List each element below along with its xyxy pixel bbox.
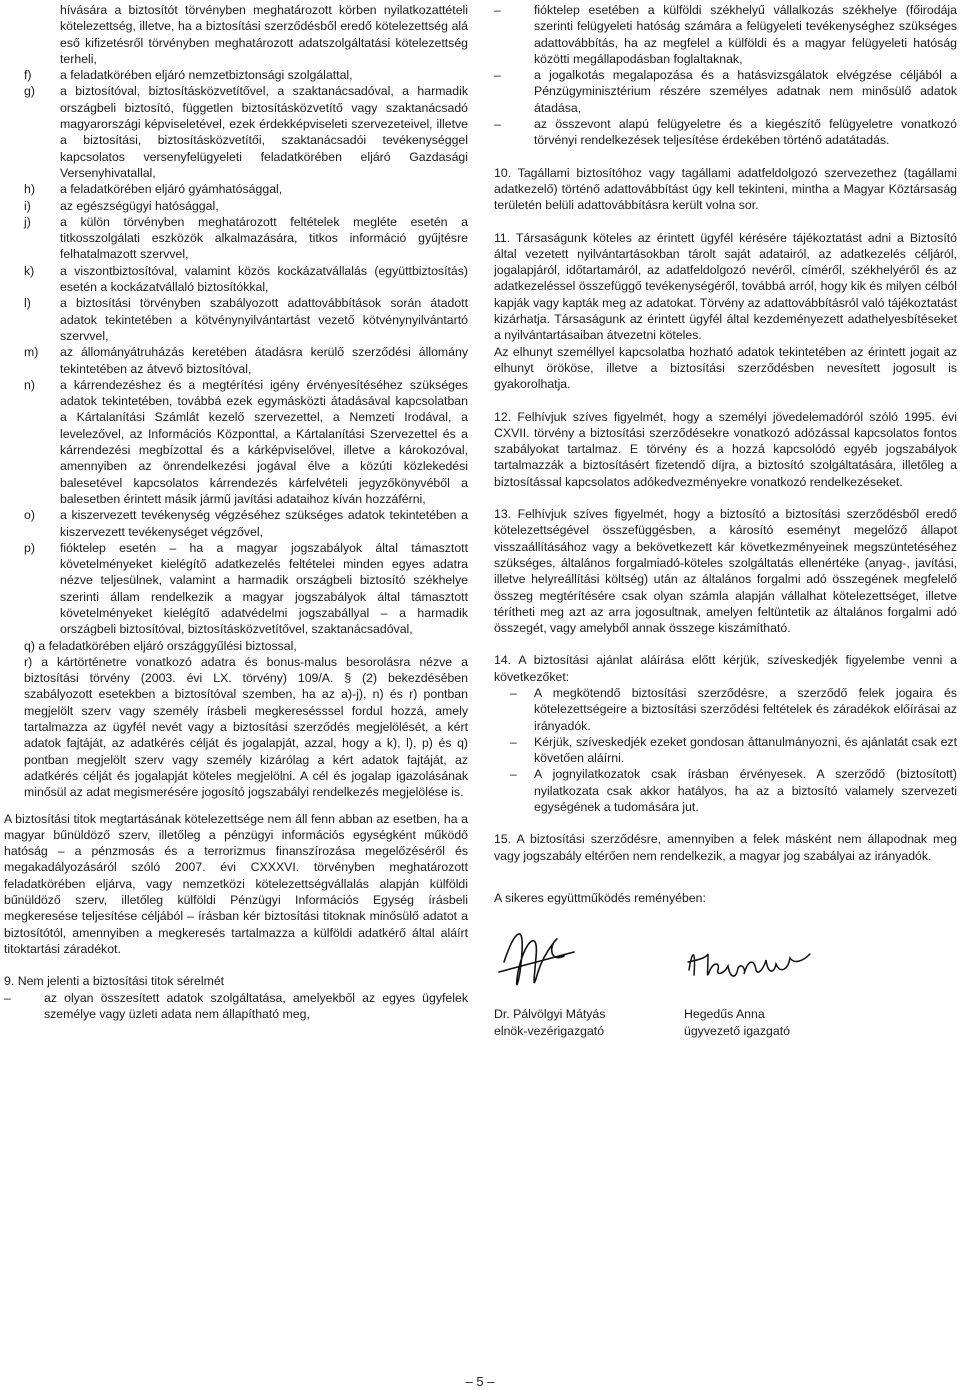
dash-text: A megkötendő biztosítási szerződésre, a szerződő felek jogaira és kötelezettségeire a biztosítási szerződési feltételek és záradékok előírásai az irányadók. — [534, 685, 957, 733]
right-column — [494, 2, 957, 1052]
section-number: 10. — [494, 165, 512, 180]
section-text: A biztosítási ajánlat aláírása előtt kérjük, szíveskedjék figyelembe venni a következőket: — [494, 653, 957, 684]
list-item-k — [24, 263, 468, 296]
item-marker: m) — [24, 345, 39, 360]
item-text: a külön törvényben meghatározott feltételek megléte esetén a titkosszolgálati eszközök alkalmazására, titkos információ gyűjtésre felhatalmazott szervvel, — [60, 214, 468, 262]
dash-text: A jognyilatkozatok csak írásban érvényesek. A szerződő (biztosított) nyilatkozata csak akkor hatályos, ha az a biztosító valamely szervezeti egységének a tudomására jut. — [534, 767, 957, 815]
signatory-title: ügyvezető igazgató — [684, 1023, 790, 1038]
paragraph-secret-exception: A biztosítási titok megtartásának kötelezettsége nem áll fenn abban az esetben, ha a magyar bűnüldöző szerv, illetőleg a pénzügyi információs egységként működő hatóság – a pénzmosás és a terrorizmus finanszírozása megelőzéséről és megakadályozásáról szóló 2007. évi CXXXVI. törvényben meghatározott feladatkörében eljárva, vagy nemzetközi kötelezettségvállalás alapján külföldi bűnüldöző szerv, illetőleg külföldi Pénzügyi Információs Egység írásbeli megkeresése teljesítése céljából – írásban kér biztosítási titoknak minősülő adatot a biztosítótól, amennyiben a megkeresés tartalmazza a külföldi adatkérő által aláírt titoktartási záradékot. — [4, 811, 468, 956]
section-14 — [494, 652, 957, 685]
section-number: 13. — [494, 507, 512, 522]
item-text: a feladatkörében eljáró gyámhatósággal, — [60, 182, 283, 197]
list-item-i — [24, 198, 468, 214]
signatory-name: Hegedűs Anna — [684, 1007, 765, 1022]
item-text: fióktelep esetén – ha a magyar jogszabályok által támasztott követelményeket kielégítő adatkezelés feltételei minden egyes adatra nézve teljesülnek, valamint a harmadik országbeli biztosító székhelye szerinti állam rendelkezik a magyar jogszabályok által támasztott követelményeket kielégítő adatvédelmi jogszabállyal – a harmadik országbeli biztosítóval, biztosításközvetítővel, szaktanácsadóval, — [60, 540, 468, 637]
list-item-m — [24, 344, 468, 377]
item-marker: k) — [24, 263, 35, 278]
section-number: 11. — [494, 230, 511, 245]
item-marker: j) — [24, 214, 31, 229]
dash-text: az összevont alapú felügyeletre és a kiegészítő felügyeletre vonatkozó törvényi rendelkezések teljesítése érdekében történő adatátadás. — [534, 117, 957, 148]
section-15 — [494, 831, 957, 864]
list-item-l — [24, 295, 468, 344]
section-text: Nem jelenti a biztosítási titok sérelmét — [17, 974, 225, 989]
section-text: A biztosítási szerződésre, amennyiben a felek másként nem állapodnak meg vagy jogszabály eltérően nem rendelkezik, a magyar jog szabályai az irányadók. — [494, 832, 957, 863]
item-marker: p) — [24, 540, 35, 555]
section-13 — [494, 506, 957, 636]
signatory-title: elnök-vezérigazgató — [494, 1023, 605, 1038]
signature-block — [494, 912, 957, 1052]
intro-paragraph: hívására a biztosítót törvényben meghatározott körben nyilatkozattételi kötelezettség, illetve, ha a biztosítási szerződésből eredő kötelezettség alá eső kifizetésről törvényben meghatározott adatszolgáltatási kötelezettség terheli, — [60, 3, 468, 66]
list-item-n — [24, 377, 468, 507]
left-top-block — [4, 2, 468, 801]
section-number: 9. — [4, 974, 15, 989]
dash-marker: – — [510, 767, 517, 782]
section-text: Társaságunk köteles az érintett ügyfél kérésére tájékoztatást adni a Biztosító által vezetett nyilvántartásokban tárolt saját adatairól, az adatkezelés céljáról, jogalapjáról, időtartamáról, az adatfeldolgozó nevéről, címéről, székhelyéről és az adatkezeléssel összefüggő tevékenységéről, továbbá arról, hogy kik és milyen célból kapják vagy kapták meg az adatokat. Törvény az adattovábbításról való tájékoztatást kizárhatja. Társaságunk az érintett ügyfél által kezdeményezett adathelyesbítéseket a nyilvántartásaiban átvezetni köteles. — [494, 230, 957, 343]
item-text: a kiszervezett tevékenység végzéséhez szükséges adatok tekintetében a kiszervezett tevékenységet végzővel, — [60, 508, 468, 539]
item-text: az állományátruházás keretében átadásra kerülő szerződési állomány tekintetében az átvevő biztosítóval, — [60, 345, 468, 376]
signatory-name: Dr. Pálvölgyi Mátyás — [494, 1007, 606, 1022]
dash-item — [494, 67, 957, 116]
dash-marker: – — [494, 68, 501, 83]
signatory-1 — [494, 1006, 605, 1039]
section-text: Felhívjuk szíves figyelmét, hogy a biztosító a biztosítási szerződésből eredő kötelezettségével összefüggésben, a károsító eseményt megelőző állapot visszaállításához vagy a bekövetkezett kár következményeinek megszüntetéséhez szükséges, általános forgalmiadó-köteles szolgáltatás ellenértéke (anyag-, javítási, illetve helyreállítási költség) után az általános forgalmi adó összegének megfelelő összeg megtérítésére csak olyan számla alapján vállalhat kötelezettséget, illetve térítheti meg azt az arra jogosultnak, amelyen feltüntetik az általános forgalmi adó összegét, vagy amelyből annak összege kiszámítható. — [494, 507, 957, 636]
list-item-f — [24, 67, 468, 83]
dash-text: a jogalkotás megalapozása és a hatásvizsgálatok elvégzése céljából a Pénzügyminisztérium részére személyes adatnak nem minősülő adatok átadása, — [534, 68, 957, 115]
item-text: a kárrendezéshez és a megtérítési igény érvényesítéséhez szükséges adatok tekintetében, továbbá ezek egymásközti átadásával kapcsolatban a Kártalanítási Számlát kezelő szervezettel, a Nemzeti Irodával, a levelezővel, az Információs Központtal, a Kártalanítási Szervezettel és a kárrendezési megbízottal és a kárképviselővel, illetve a károkozóval, amennyiben az önrendelkezési jogával élve a közúti közlekedési balesetével kapcsolatos kárrendezés kárfelvételi jegyzőkönyvéből a balesetben érintett másik jármű javítási adataihoz kíván hozzáférni, — [60, 377, 468, 506]
dash-item — [494, 116, 957, 149]
signature-hegedus — [684, 940, 814, 990]
item-text: az egészségügyi hatósággal, — [60, 198, 219, 213]
signatory-2 — [684, 1006, 790, 1039]
list-item-j — [24, 214, 468, 263]
dash-text: Kérjük, szíveskedjék ezeket gondosan áttanulmányozni, és ajánlatát csak ezt követően aláírni. — [534, 734, 957, 766]
item-marker: l) — [24, 296, 31, 311]
dash-marker: – — [494, 117, 501, 132]
closing-line: A sikeres együttműködés reményében: — [494, 890, 706, 905]
left-column — [4, 2, 468, 1022]
section-10 — [494, 165, 957, 214]
item-text: a biztosítóval, biztosításközvetítővel, a szaktanácsadóval, a harmadik országbeli biztosító, független biztosításközvetítő vagy szaktanácsadó magyarországi képviseletével, ezek érdekképviseleti szervezeteivel, illetve a biztosítási, biztosításközvetítői, szaktanácsadói tevékenységgel kapcsolatos versenyfelügyeleti feladatkörében eljáró Gazdasági Versenyhivatallal, — [60, 84, 468, 180]
dash-item — [494, 2, 957, 67]
dash-text: fióktelep esetében a külföldi székhelyű vállalkozás székhelye (főirodája szerinti felügyeleti hatóság számára a felügyeleti tevékenységhez szükséges adattovábbítás, ha az megfelel a külföldi és a magyar felügyeleti hatóság közötti megállapodásban foglaltaknak, — [534, 3, 957, 66]
section-14-dash-item — [494, 685, 957, 734]
item-marker: n) — [24, 377, 35, 392]
section-14-dash-item — [494, 734, 957, 767]
section-9-dash-item — [4, 990, 468, 1023]
section-9-heading — [4, 973, 468, 989]
section-12 — [494, 409, 957, 490]
dash-text: az olyan összesített adatok szolgáltatása, amelyekből az egyes ügyfelek személye vagy üzleti adata nem állapítható meg, — [44, 990, 468, 1021]
list-item-o — [24, 507, 468, 540]
page-number: – 5 – — [465, 1374, 495, 1389]
item-marker: i) — [24, 198, 31, 213]
item-marker: h) — [24, 182, 35, 197]
list-item-r: r) a kártörténetre vonatkozó adatra és bonus-malus besorolásra nézve a biztosítási törvény (2003. évi LX. törvény) 109/A. § (2) bekezdésében szabályozott esetekben a biztosítóval szemben, ha az a)-j), n) és r) pontban megjelölt szerv vagy személy írásbeli megkeresésssel fordul hozzá, amely tartalmazza az ügyfél nevét vagy a biztosítási szerződés megjelölését, a kért adatok fajtáját, az adatkérés célját és jogalapját, azzal, hogy a k), l), p) és q) pontban megjelölt szerv vagy személy kizárólag a kért adatok fajtáját, az adatkérés célját és jogalapját köteles megjelölni. A cél és jogalap igazolásának minősül az adat megismerésére jogosító jogszabályi rendelkezés megjelölése is. — [24, 654, 468, 800]
dash-marker: – — [510, 734, 517, 749]
list-item-p — [24, 540, 468, 638]
item-marker: f) — [24, 68, 32, 83]
list-item-g — [24, 83, 468, 181]
section-11 — [494, 230, 957, 344]
dash-marker: – — [510, 685, 517, 700]
section-number: 12. — [494, 409, 512, 424]
section-11-continued: Az elhunyt személlyel kapcsolatba hozható adatok tekintetében az érintett jogait az elhunyt örököse, illetve a biztosítási szerződésben nevesített jogosult is gyakorolhatja. — [494, 344, 957, 392]
list-item-h — [24, 181, 468, 197]
dash-marker: – — [494, 3, 501, 17]
item-text: a feladatkörében eljáró nemzetbiztonsági szolgálattal, — [60, 68, 353, 83]
item-text: a biztosítási törvényben szabályozott adattovábbítások során átadott adatok tekintetében a kötvénynyilvántartást vezető kötvénynyilvántartó szervvel, — [60, 296, 468, 343]
signature-palvolgyi — [494, 912, 584, 1002]
section-number: 15. — [494, 832, 512, 847]
item-marker: g) — [24, 84, 35, 99]
section-14-dash-item — [494, 766, 957, 815]
section-text: Tagállami biztosítóhoz vagy tagállami adatfeldolgozó szervezethez (tagállami adatkezelő) történő adattovábbítást úgy kell tekinteni, mintha a Magyar Köztársaság területén belüli adattovábbításra került volna sor. — [494, 165, 957, 213]
list-item-q: q) a feladatkörében eljáró országgyűlési biztossal, — [24, 638, 297, 653]
item-marker: o) — [24, 508, 35, 523]
item-text: a viszontbiztosítóval, valamint közös kockázatvállalás (együttbiztosítás) esetén a kockázatvállaló biztosítókkal, — [60, 263, 468, 295]
section-text: Felhívjuk szíves figyelmét, hogy a személyi jövedelemadóról szóló 1995. évi CXVII. törvény a biztosítási szerződésekre vonatkozó adózással kapcsolatos fontos szabályokat tartalmaz. E törvény és a hozzá kapcsolódó egyéb jogszabályok tartalmazzák a biztosításért fizetendő díjra, a biztosító szolgáltatására, illetőleg a biztosítással kapcsolatos adókedvezményekre vonatkozó rendelkezéseket. — [494, 409, 957, 489]
section-number: 14. — [494, 653, 512, 668]
dash-marker: – — [4, 990, 11, 1005]
